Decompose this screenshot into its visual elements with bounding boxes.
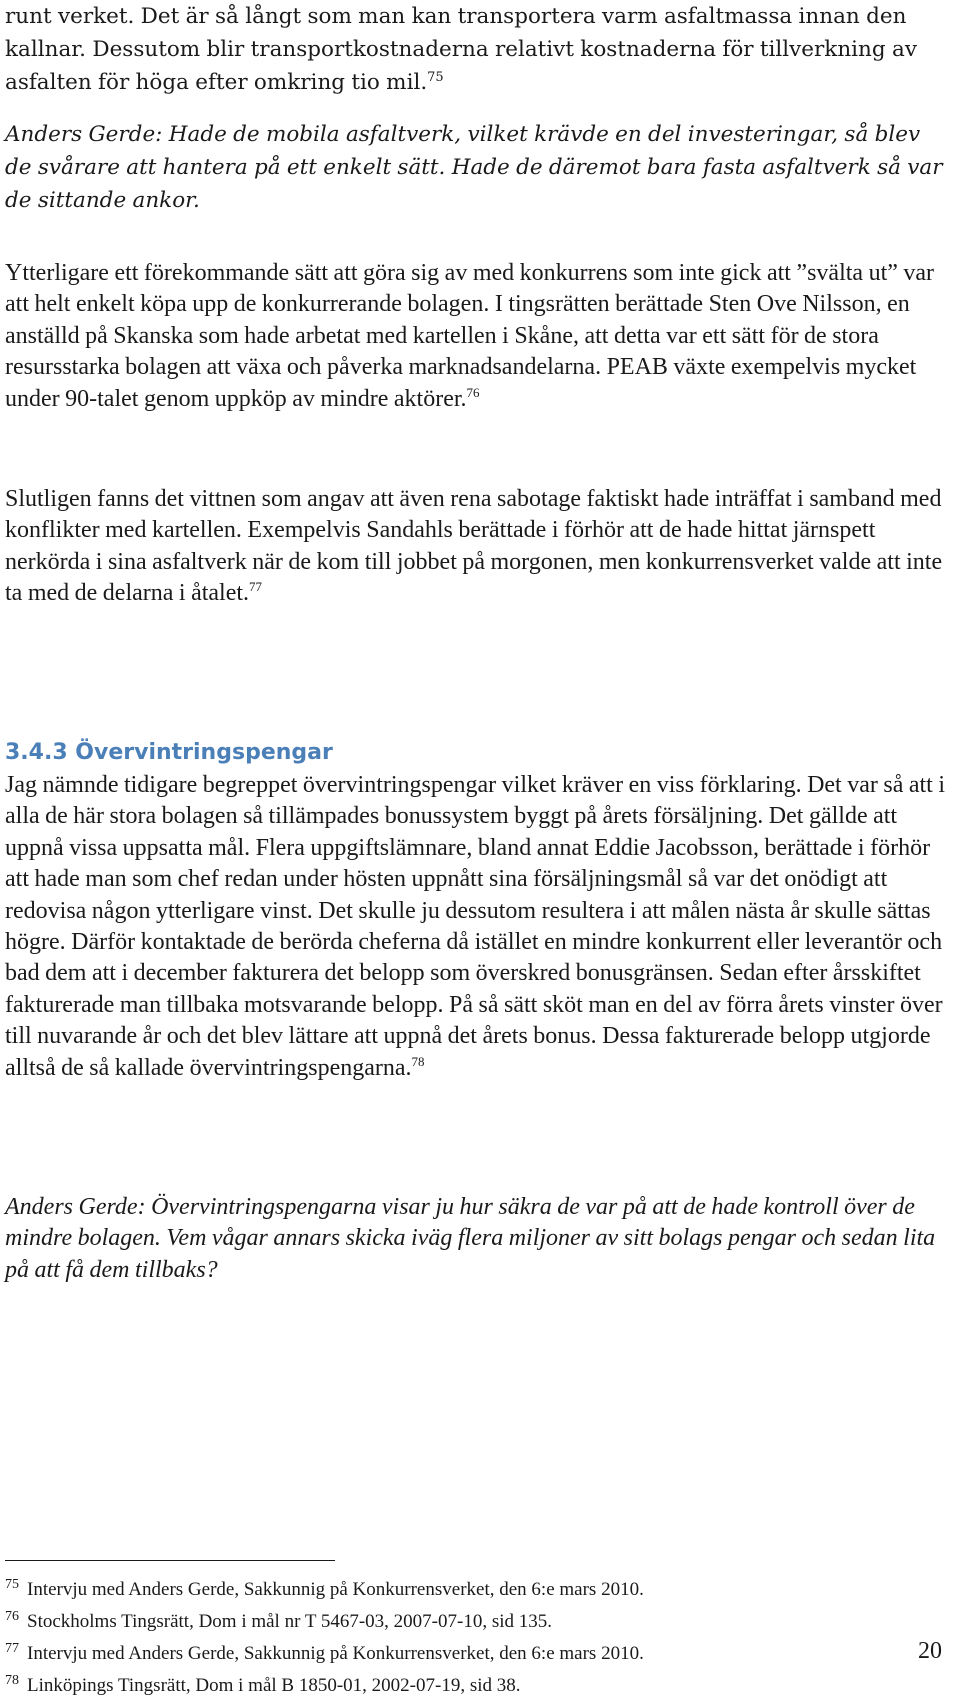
footnote-list: [5, 1574, 945, 1702]
paragraph-text: Jag nämnde tidigare begreppet övervintringspengar vilket kräver en viss förklaring. Det var så att i alla de här stora bolagen så tillämpades bonussystem byggt på årets försäljning. Det gällde att uppnå vissa uppsatta mål. Flera uppgiftslämnare, bland annat Eddie Jacobsson, berättade i förhör att hade man som chef redan under hösten uppnått sina försäljningsmål så var det onödigt att redovisa någon ytterligare vinst. Det skulle ju dessutom resultera i att målen nästa år skulle sättas högre. Därför kontaktade de berörda cheferna då istället en mindre konkurrent eller leverantör och bad dem att i december fakturera det belopp som överskred bonusgränsen. Sedan efter årsskiftet fakturerade man tillbaka motsvarande belopp. På så sätt sköt man en del av förra årets vinster över till nuvarande år och det blev lättare att uppnå det årets bonus. Dessa fakturerade belopp utgjorde alltså de så kallade övervintringspengarna.: [5, 772, 946, 1081]
footnote-reference[interactable]: 77: [249, 579, 263, 595]
footnote-item: [5, 1606, 945, 1638]
footnote-item: [5, 1574, 945, 1606]
footnote-number: 75: [5, 1576, 19, 1592]
footnote-number: 78: [5, 1672, 19, 1688]
paragraph-transport: [5, 0, 945, 99]
footnote-number: 77: [5, 1640, 19, 1656]
quote-mobile-asphalt-plants: [5, 118, 945, 217]
section-heading: 3.4.3 Övervintringspengar: [5, 740, 333, 765]
paragraph-text: Slutligen fanns det vittnen som angav att även rena sabotage faktiskt hade inträffat i samband med konflikter med kartellen. Exempelvis Sandahls berättade i förhör att de hade hittat järnspett nerkörda i sina asfaltverk när de kom till jobbet på morgonen, men konkurrensverket valde att inte ta med de delarna i åtalet.: [5, 486, 943, 607]
footnote-reference[interactable]: 78: [411, 1053, 425, 1069]
quote-overwintering-control: [5, 1192, 945, 1286]
footnote-text: Stockholms Tingsrätt, Dom i mål nr T 5467-03, 2007-07-10, sid 135.: [27, 1611, 552, 1632]
footnote-text: Linköpings Tingsrätt, Dom i mål B 1850-01, 2002-07-19, sid 38.: [27, 1675, 521, 1696]
footnote-item: [5, 1638, 945, 1670]
footnote-text: Intervju med Anders Gerde, Sakkunnig på Konkurrensverket, den 6:e mars 2010.: [27, 1643, 644, 1664]
paragraph-overwintering-money: [5, 770, 945, 1084]
quote-text: Anders Gerde: Övervintringspengarna visar ju hur säkra de var på att de hade kontroll över de mindre bolagen. Vem vågar annars skicka iväg flera miljoner av sitt bolags pengar och sedan lita på att få dem tillbaks?: [5, 1194, 936, 1283]
paragraph-text: Ytterligare ett förekommande sätt att göra sig av med konkurrens som inte gick att ”svälta ut” var att helt enkelt köpa upp de konkurrerande bolagen. I tingsrätten berättade Sten Ove Nilsson, en anställd på Skanska som hade arbetat med kartellen i Skåne, att detta var ett sätt för de stora resursstarka bolagen att växa och påverka marknadsandelarna. PEAB växte exempelvis mycket under 90-talet genom uppköp av mindre aktörer.: [5, 260, 935, 412]
footnote-text: Intervju med Anders Gerde, Sakkunnig på Konkurrensverket, den 6:e mars 2010.: [27, 1579, 644, 1600]
footnote-item: [5, 1670, 945, 1702]
paragraph-text: runt verket. Det är så långt som man kan transportera varm asfaltmassa innan den kallnar. Dessutom blir transportkostnaderna relativt kostnaderna för tillverkning av asfalten för höga efter omkring tio mil.: [5, 4, 917, 95]
footnote-reference[interactable]: 75: [427, 69, 444, 85]
footnote-separator: [5, 1560, 335, 1561]
page-number: 20: [918, 1638, 942, 1664]
footnote-number: 76: [5, 1608, 19, 1624]
quote-text: Anders Gerde: Hade de mobila asfaltverk, vilket krävde en del investeringar, så blev de svårare att hantera på ett enkelt sätt. Hade de däremot bara fasta asfaltverk så var de sittande ankor.: [5, 122, 943, 213]
paragraph-acquisitions: [5, 258, 945, 415]
paragraph-sabotage: [5, 484, 945, 610]
footnote-reference[interactable]: 76: [466, 384, 480, 400]
